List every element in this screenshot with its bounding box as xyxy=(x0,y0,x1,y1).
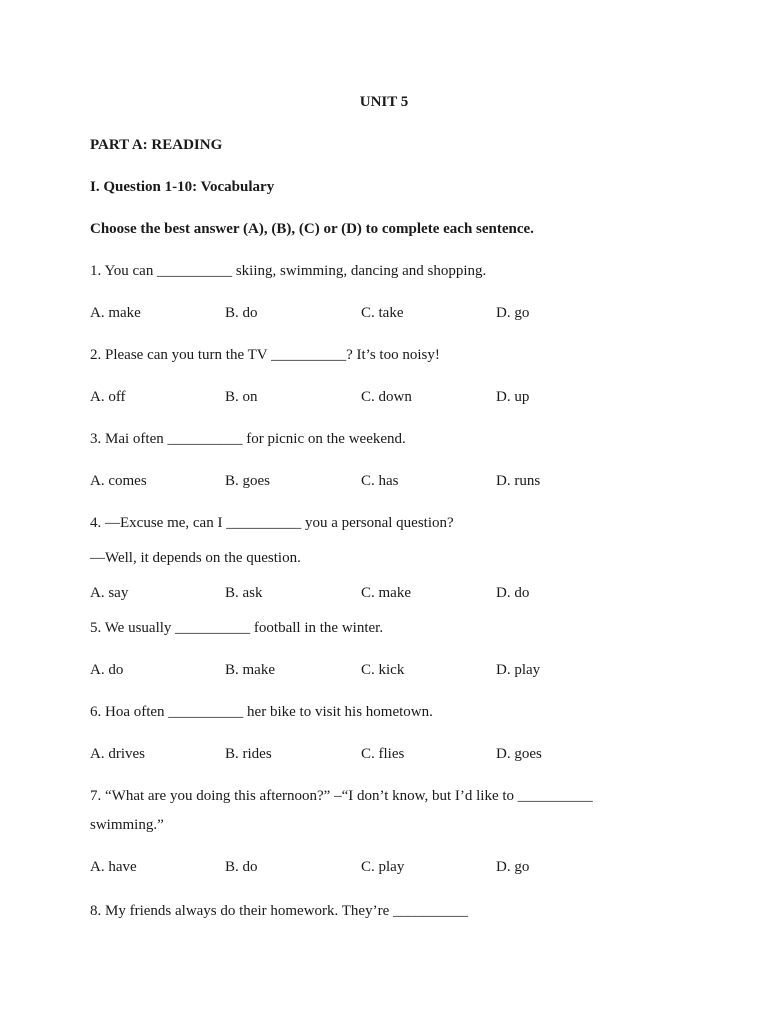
question-4-text: 4. —Excuse me, can I __________ you a personal question? xyxy=(90,515,454,531)
question-1-text: 1. You can __________ skiing, swimming, dancing and shopping. xyxy=(90,263,487,279)
option-c: C. has xyxy=(361,473,399,489)
option-b: B. on xyxy=(225,389,258,405)
option-b: B. rides xyxy=(225,746,272,762)
option-d: D. play xyxy=(496,662,541,678)
question-2-text: 2. Please can you turn the TV __________? It’s too noisy! xyxy=(90,347,440,363)
option-a: A. off xyxy=(90,389,126,405)
option-b: B. make xyxy=(225,662,275,678)
option-b: B. ask xyxy=(225,585,263,601)
question-7-text-continued: swimming.” xyxy=(90,817,164,833)
section-heading: I. Question 1-10: Vocabulary xyxy=(90,179,275,195)
option-b: B. goes xyxy=(225,473,270,489)
option-c: C. kick xyxy=(361,662,405,678)
option-c: C. make xyxy=(361,585,411,601)
option-a: A. drives xyxy=(90,746,145,762)
question-8-text: 8. My friends always do their homework. They’re __________ xyxy=(90,903,468,919)
option-d: D. goes xyxy=(496,746,542,762)
option-c: C. take xyxy=(361,305,404,321)
option-c: C. play xyxy=(361,859,405,875)
option-d: D. go xyxy=(496,305,530,321)
question-3-text: 3. Mai often __________ for picnic on the weekend. xyxy=(90,431,406,447)
option-c: C. down xyxy=(361,389,412,405)
instruction-text: Choose the best answer (A), (B), (C) or (D) to complete each sentence. xyxy=(90,221,534,237)
option-a: A. comes xyxy=(90,473,147,489)
option-a: A. make xyxy=(90,305,141,321)
option-a: A. do xyxy=(90,662,124,678)
option-d: D. go xyxy=(496,859,530,875)
page-title: UNIT 5 xyxy=(359,94,409,110)
question-7-text: 7. “What are you doing this afternoon?” –“I don’t know, but I’d like to __________ xyxy=(90,788,593,804)
part-heading: PART A: READING xyxy=(90,137,223,153)
option-d: D. up xyxy=(496,389,530,405)
option-b: B. do xyxy=(225,305,258,321)
option-d: D. do xyxy=(496,585,530,601)
question-6-text: 6. Hoa often __________ her bike to visit his hometown. xyxy=(90,704,433,720)
option-a: A. say xyxy=(90,585,129,601)
question-4-text-continued: —Well, it depends on the question. xyxy=(90,550,301,566)
question-5-text: 5. We usually __________ football in the winter. xyxy=(90,620,384,636)
option-a: A. have xyxy=(90,859,137,875)
option-c: C. flies xyxy=(361,746,405,762)
option-b: B. do xyxy=(225,859,258,875)
option-d: D. runs xyxy=(496,473,541,489)
